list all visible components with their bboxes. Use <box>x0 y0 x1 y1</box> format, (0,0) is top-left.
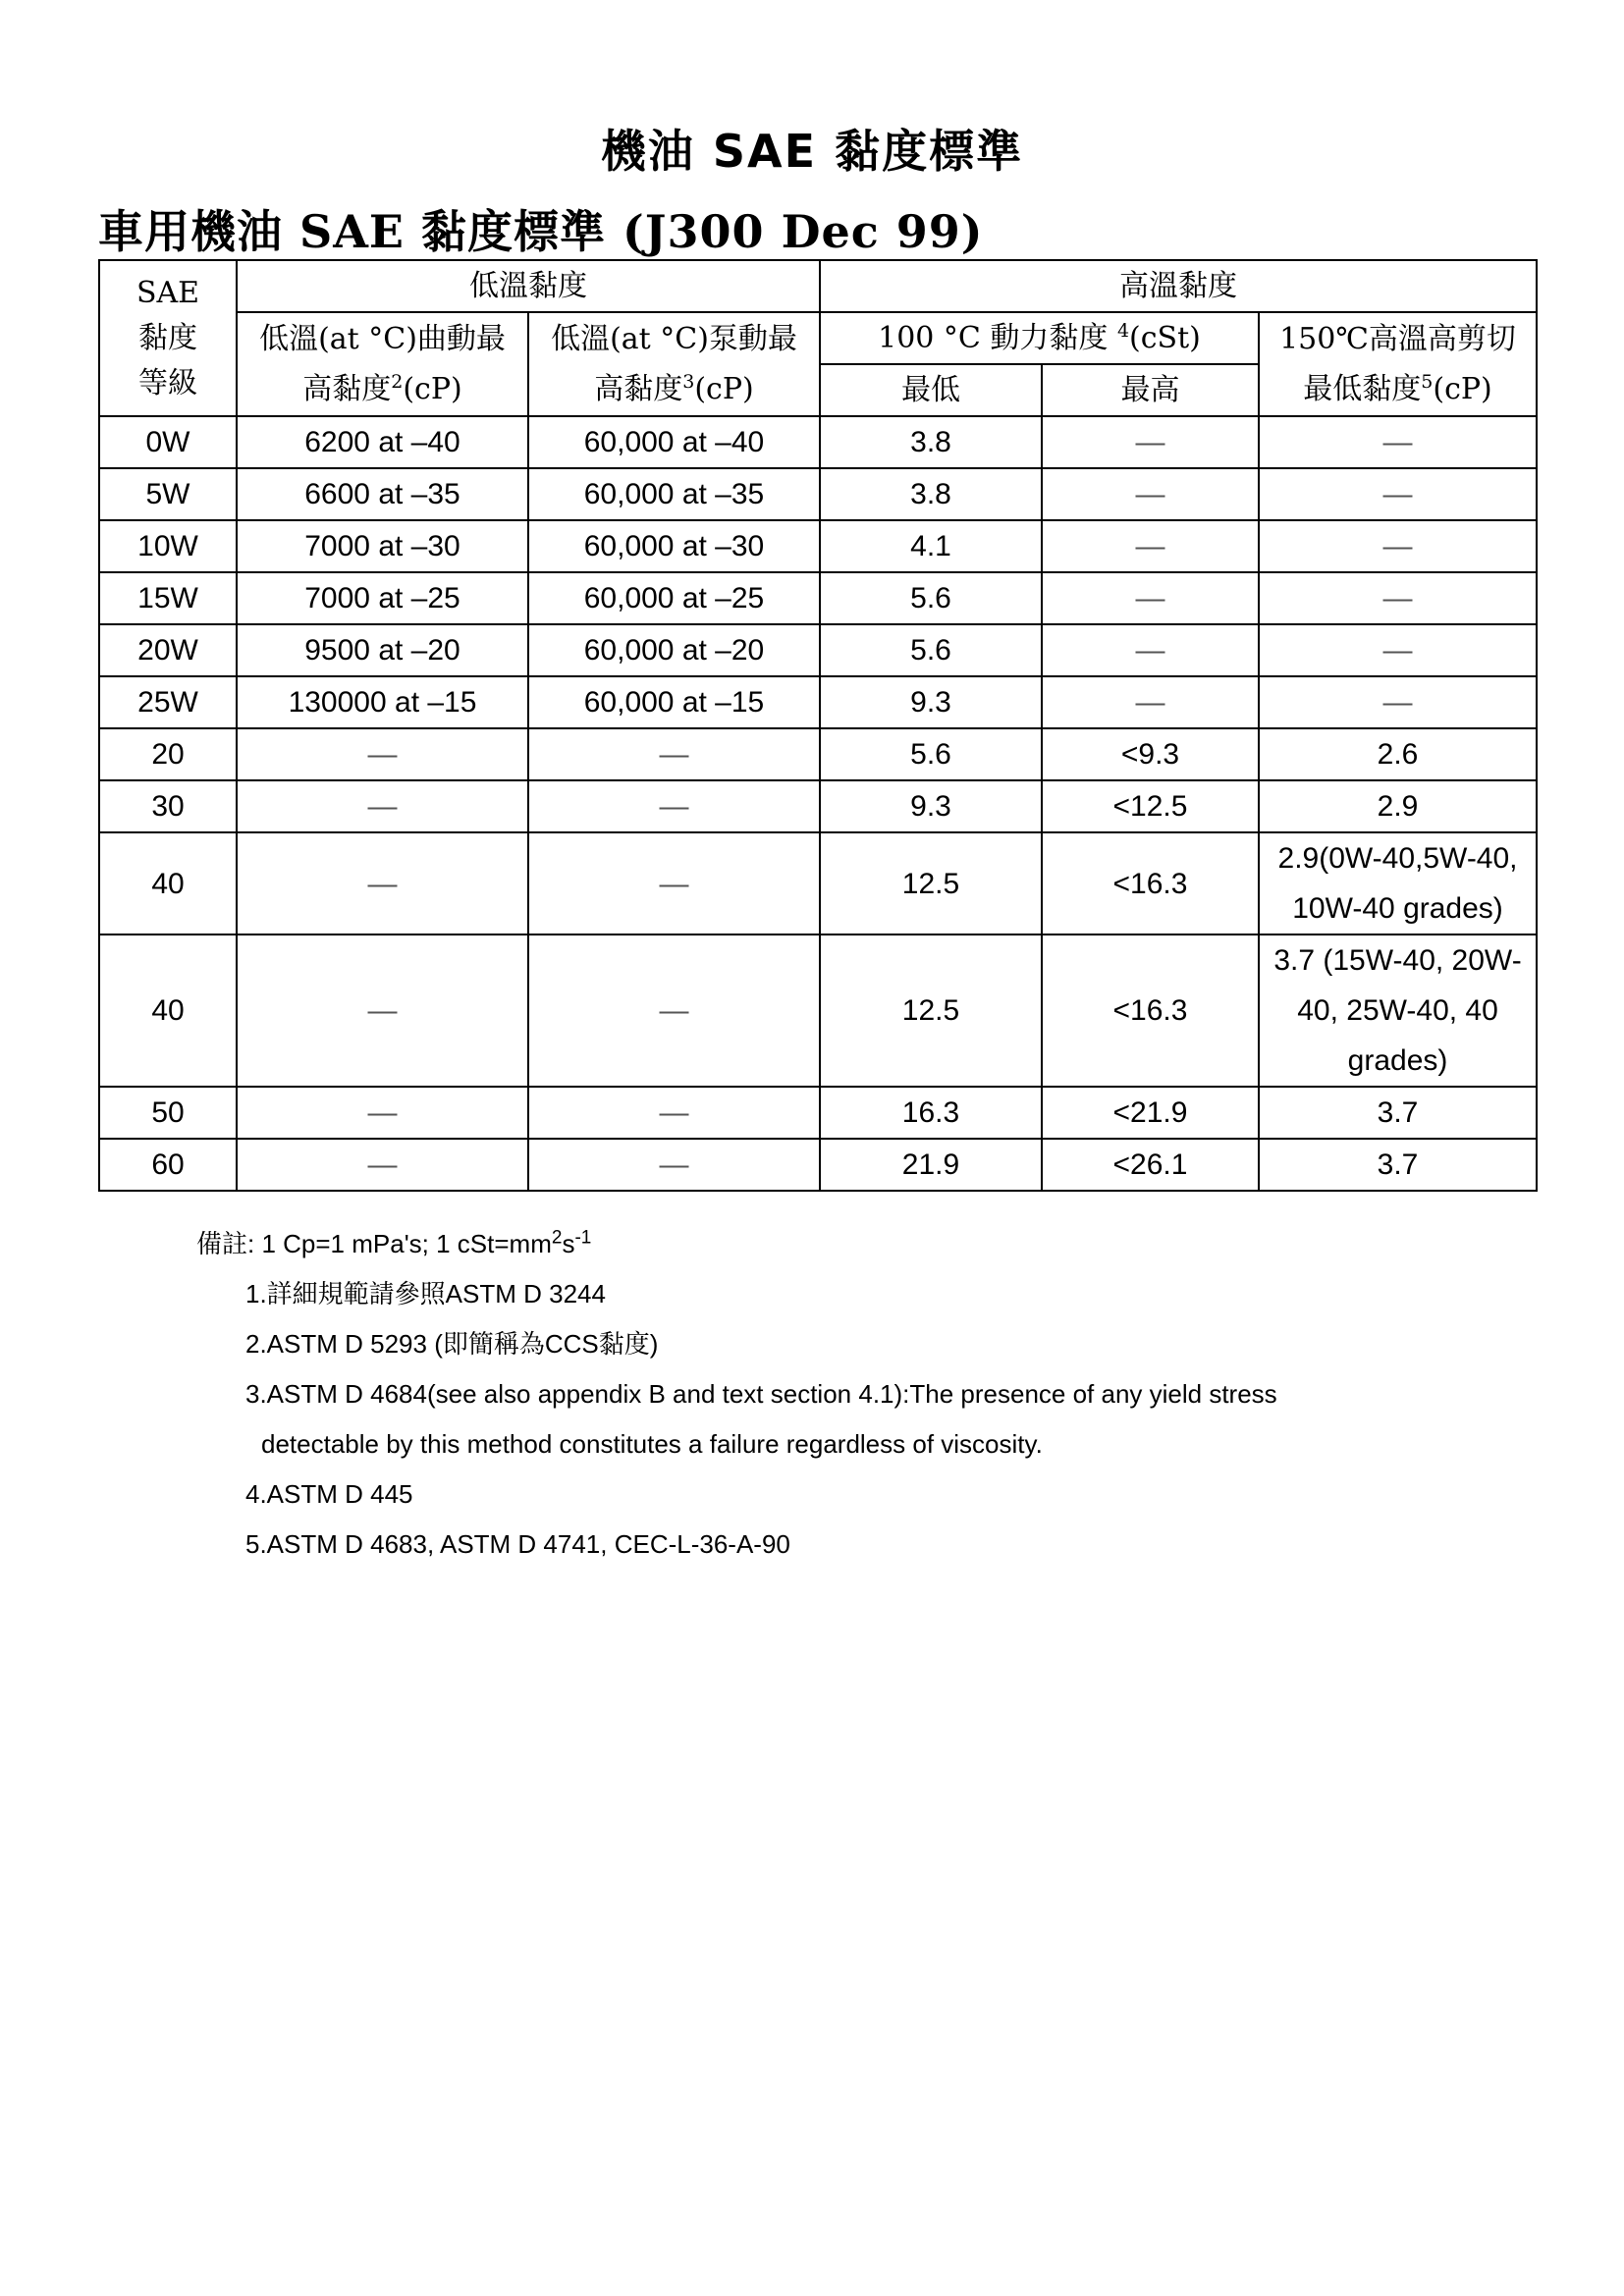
page-subtitle: 車用機油 SAE 黏度標準 (J300 Dec 99) <box>98 205 984 258</box>
high-temp-group-header: 高溫黏度 <box>820 260 1537 312</box>
pumping-cell: 60,000 at –30 <box>528 520 820 572</box>
max-cell: — <box>1042 624 1259 676</box>
min-cell: 3.8 <box>820 468 1042 520</box>
table-row <box>99 934 1537 1087</box>
pumping-cell: 60,000 at –35 <box>528 468 820 520</box>
grade-cell: 60 <box>99 1139 237 1191</box>
cranking-cell: 7000 at –30 <box>237 520 528 572</box>
pumping-cell: — <box>528 780 820 832</box>
grade-cell: 40 <box>99 832 237 934</box>
min-cell: 5.6 <box>820 572 1042 624</box>
hths-cell: 3.7 (15W-40, 20W-40, 25W-40, 40 grades) <box>1259 934 1537 1087</box>
note-item: 5.ASTM D 4683, ASTM D 4741, CEC-L-36-A-90 <box>245 1529 790 1559</box>
grade-cell: 20 <box>99 728 237 780</box>
notes-remark: 備註: 1 Cp=1 mPa's; 1 $cSt=mm^2s^{-1}$ <box>196 1227 592 1258</box>
min-cell: 5.6 <box>820 624 1042 676</box>
cranking-cell: — <box>237 934 528 1087</box>
table-row <box>99 416 1537 468</box>
grade-cell: 25W <box>99 676 237 728</box>
table-row <box>99 832 1537 934</box>
min-cell: 3.8 <box>820 416 1042 468</box>
cranking-cell: — <box>237 1139 528 1191</box>
hths-header: 150℃高溫高剪切最低黏度$^5$(cP) <box>1259 312 1537 416</box>
table-row <box>99 676 1537 728</box>
pumping-cell: — <box>528 1139 820 1191</box>
cranking-cell: 9500 at –20 <box>237 624 528 676</box>
pumping-cell: 60,000 at –20 <box>528 624 820 676</box>
hths-cell: 2.9(0W-40,5W-40, 10W-40 grades) <box>1259 832 1537 934</box>
grade-cell: 50 <box>99 1087 237 1139</box>
hths-cell: — <box>1259 416 1537 468</box>
table-row <box>99 572 1537 624</box>
note-item: 1.詳細規範請參照ASTM D 3244 <box>245 1279 606 1308</box>
table-row <box>99 780 1537 832</box>
max-cell: <16.3 <box>1042 832 1259 934</box>
pumping-cell: — <box>528 728 820 780</box>
max-cell: <26.1 <box>1042 1139 1259 1191</box>
min-cell: 9.3 <box>820 676 1042 728</box>
note-item-continuation: detectable by this method constitutes a failure regardless of viscosity. <box>261 1429 1043 1459</box>
max-cell: <9.3 <box>1042 728 1259 780</box>
min-cell: 4.1 <box>820 520 1042 572</box>
max-cell: — <box>1042 416 1259 468</box>
min-cell: 21.9 <box>820 1139 1042 1191</box>
pumping-cell: — <box>528 832 820 934</box>
hths-cell: — <box>1259 624 1537 676</box>
cranking-cell: 7000 at –25 <box>237 572 528 624</box>
hths-cell: 2.9 <box>1259 780 1537 832</box>
grade-cell: 15W <box>99 572 237 624</box>
min-cell: 9.3 <box>820 780 1042 832</box>
max-header: 最高 <box>1042 364 1259 416</box>
min-cell: 16.3 <box>820 1087 1042 1139</box>
grade-cell: 10W <box>99 520 237 572</box>
pumping-cell: — <box>528 934 820 1087</box>
pumping-cell: 60,000 at –40 <box>528 416 820 468</box>
max-cell: <12.5 <box>1042 780 1259 832</box>
grade-header: SAE 黏度等級 <box>99 260 237 416</box>
cranking-cell: 6200 at –40 <box>237 416 528 468</box>
pumping-header: 低溫(at °C)泵動最高黏度$^3$(cP) <box>528 312 820 416</box>
table-row <box>99 1139 1537 1191</box>
max-cell: <16.3 <box>1042 934 1259 1087</box>
grade-cell: 5W <box>99 468 237 520</box>
hths-cell: — <box>1259 676 1537 728</box>
cranking-cell: — <box>237 1087 528 1139</box>
pumping-cell: — <box>528 1087 820 1139</box>
hths-cell: 3.7 <box>1259 1087 1537 1139</box>
min-cell: 5.6 <box>820 728 1042 780</box>
grade-cell: 40 <box>99 934 237 1087</box>
hths-cell: 3.7 <box>1259 1139 1537 1191</box>
grade-cell: 0W <box>99 416 237 468</box>
cranking-cell: 130000 at –15 <box>237 676 528 728</box>
table-row <box>99 1087 1537 1139</box>
table-row <box>99 468 1537 520</box>
cranking-header: 低溫(at °C)曲動最高黏度$^2$(cP) <box>237 312 528 416</box>
max-cell: — <box>1042 468 1259 520</box>
hths-cell: — <box>1259 520 1537 572</box>
min-header: 最低 <box>820 364 1042 416</box>
max-cell: — <box>1042 520 1259 572</box>
hths-cell: — <box>1259 468 1537 520</box>
page-title: 機油 SAE 黏度標準 <box>600 125 1024 178</box>
viscosity-table <box>98 259 1538 1192</box>
max-cell: <21.9 <box>1042 1087 1259 1139</box>
pumping-cell: 60,000 at –15 <box>528 676 820 728</box>
pumping-cell: 60,000 at –25 <box>528 572 820 624</box>
grade-cell: 20W <box>99 624 237 676</box>
hths-cell: — <box>1259 572 1537 624</box>
note-item: 2.ASTM D 5293 (即簡稱為CCS黏度) <box>245 1329 659 1359</box>
cranking-cell: — <box>237 832 528 934</box>
max-cell: — <box>1042 572 1259 624</box>
cranking-cell: — <box>237 728 528 780</box>
cranking-cell: 6600 at –35 <box>237 468 528 520</box>
notes-section <box>196 1219 1277 1570</box>
table-row <box>99 624 1537 676</box>
max-cell: — <box>1042 676 1259 728</box>
min-cell: 12.5 <box>820 832 1042 934</box>
table-row <box>99 520 1537 572</box>
low-temp-group-header: 低溫黏度 <box>237 260 820 312</box>
grade-cell: 30 <box>99 780 237 832</box>
note-item: 4.ASTM D 445 <box>245 1479 413 1509</box>
table-row <box>99 728 1537 780</box>
hths-cell: 2.6 <box>1259 728 1537 780</box>
min-cell: 12.5 <box>820 934 1042 1087</box>
kinematic-header: 100 °C 動力黏度 $^4$(cSt) <box>820 312 1259 364</box>
note-item: 3.ASTM D 4684(see also appendix B and text section 4.1):The presence of any yield stress <box>245 1379 1277 1409</box>
cranking-cell: — <box>237 780 528 832</box>
